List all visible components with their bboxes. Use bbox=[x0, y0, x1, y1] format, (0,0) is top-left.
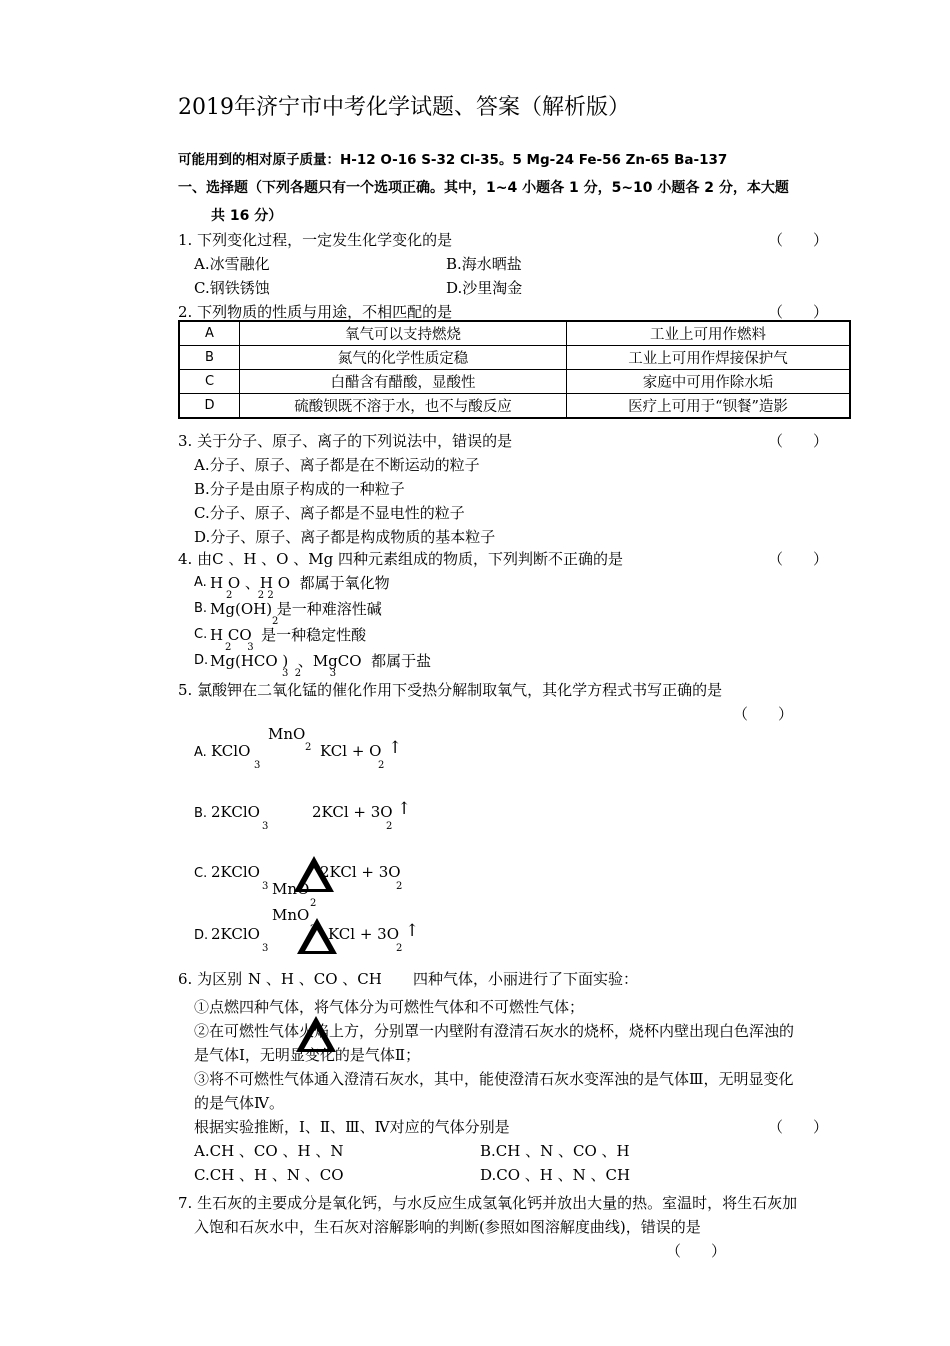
q6-option-d: D.CO 、H 、N 、CH bbox=[480, 1166, 631, 1184]
table-row bbox=[179, 346, 850, 370]
q5-stem: 5. 氯酸钾在二氧化锰的催化作用下受热分解制取氧气，其化学方程式书写正确的是 bbox=[178, 681, 723, 699]
table-cell-property: 白醋含有醋酸，显酸性 bbox=[240, 370, 567, 394]
q5-c-reactant-sub: 3 bbox=[262, 881, 269, 892]
q5-c-catalyst-sub: 2 bbox=[310, 898, 317, 909]
q3-option-c: C.分子、原子、离子都是不显电性的粒子 bbox=[194, 504, 465, 522]
q4-option-c-subscripts: 2 3 bbox=[225, 642, 254, 653]
q6-option-c: C.CH 、H 、N 、CO bbox=[194, 1166, 344, 1184]
section-heading-cont: 共 16 分） bbox=[211, 208, 283, 224]
q5-option-b-prefix: B. bbox=[194, 806, 208, 821]
q5-a-catalyst-sub: 2 bbox=[305, 742, 312, 753]
q5-d-catalyst-sub: 2 bbox=[310, 924, 317, 935]
q3-stem: 3. 关于分子、原子、离子的下列说法中，错误的是 bbox=[178, 432, 513, 450]
q5-option-a-prefix: A. bbox=[194, 745, 207, 760]
q4-option-c-prefix: C. bbox=[194, 627, 208, 642]
q4-option-d: Mg(HCO ) 、MgCO 都属于盐 bbox=[210, 652, 432, 670]
gas-arrow-icon: ↑ bbox=[388, 738, 403, 758]
q5-option-d-prefix: D. bbox=[194, 928, 209, 943]
section-heading: 一、选择题（下列各题只有一个选项正确。其中，1~4 小题各 1 分，5~10 小题各 2 分，本大题 bbox=[178, 180, 789, 196]
q5-c-products-sub: 2 bbox=[396, 881, 403, 892]
q2-table bbox=[178, 320, 851, 419]
q5-b-products: 2KCl + 3O bbox=[312, 803, 393, 821]
q5-a-catalyst: MnO bbox=[268, 725, 306, 743]
q4-option-a-prefix: A. bbox=[194, 575, 207, 590]
table-cell-label: B bbox=[179, 346, 240, 370]
gas-arrow-icon: ↑ bbox=[405, 921, 420, 941]
gas-arrow-icon: ↑ bbox=[397, 799, 412, 819]
q5-a-reactant: KClO bbox=[211, 742, 251, 760]
q7-stem: 7. 生石灰的主要成分是氧化钙，与水反应生成氢氧化钙并放出大量的热。室温时，将生石灰加 bbox=[178, 1194, 798, 1212]
table-row bbox=[179, 394, 850, 419]
table-cell-use: 工业上可用作焊接保护气 bbox=[567, 346, 851, 370]
q6-step-3-cont: 的是气体Ⅳ。 bbox=[194, 1094, 284, 1112]
q4-option-b: Mg(OH) 是一种难溶性碱 bbox=[210, 600, 382, 618]
table-cell-property: 氮气的化学性质定稳 bbox=[240, 346, 567, 370]
atomic-masses: 可能用到的相对原子质量：H-12 O-16 S-32 Cl-35。5 Mg-24 Fe-56 Zn-65 Ba-137 bbox=[178, 152, 728, 168]
q5-d-reactant-sub: 3 bbox=[262, 943, 269, 954]
q5-c-reactant: 2KClO bbox=[211, 863, 260, 881]
q1-answer-blank: （ ） bbox=[768, 231, 829, 249]
q7-stem-cont: 入饱和石灰水中，生石灰对溶解影响的判断(参照如图溶解度曲线)，错误的是 bbox=[194, 1218, 701, 1236]
q6-stem-gases: N 、H 、CO 、CH bbox=[248, 970, 382, 988]
q5-b-reactant-sub: 3 bbox=[262, 821, 269, 832]
q5-d-catalyst: MnO bbox=[272, 906, 310, 924]
q5-a-products: KCl + O bbox=[320, 742, 382, 760]
q4-option-a-subscripts: 2 2 2 bbox=[226, 590, 274, 601]
q6-step-2: ②在可燃性气体火焰上方，分别罩一内壁附有澄清石灰水的烧杯，烧杯内壁出现白色浑浊的 bbox=[194, 1022, 795, 1040]
q1-option-c: C.钢铁锈蚀 bbox=[194, 279, 270, 297]
q6-option-b: B.CH 、N 、CO 、H bbox=[480, 1142, 630, 1160]
q1-option-d: D.沙里淘金 bbox=[446, 279, 523, 297]
table-cell-use: 工业上可用作燃料 bbox=[567, 321, 851, 346]
q6-step-1: ①点燃四种气体，将气体分为可燃性气体和不可燃性气体； bbox=[194, 998, 585, 1016]
q6-stem-prefix: 6. 为区别 bbox=[178, 970, 243, 988]
q3-option-d: D.分子、原子、离子都是构成物质的基本粒子 bbox=[194, 528, 496, 546]
q5-a-products-sub: 2 bbox=[378, 760, 385, 771]
q5-c-catalyst: MnO bbox=[272, 880, 310, 898]
q4-option-b-subscripts: 2 bbox=[272, 616, 279, 627]
q6-option-a: A.CH 、CO 、H 、N bbox=[194, 1142, 344, 1160]
q6-step-3: ③将不可燃性气体通入澄清石灰水，其中，能使澄清石灰水变浑浊的是气体Ⅲ，无明显变化 bbox=[194, 1070, 794, 1088]
table-row bbox=[179, 370, 850, 394]
q4-option-a: H O 、H O 都属于氧化物 bbox=[210, 574, 390, 592]
table-cell-property: 硫酸钡既不溶于水，也不与酸反应 bbox=[240, 394, 567, 419]
q4-option-d-prefix: D. bbox=[194, 653, 209, 668]
q6-step-2-cont: 是气体Ⅰ，无明显变化的是气体Ⅱ； bbox=[194, 1046, 421, 1064]
q1-option-a: A.冰雪融化 bbox=[194, 255, 270, 273]
q3-option-b: B.分子是由原子构成的一种粒子 bbox=[194, 480, 405, 498]
q5-d-products: KCl + 3O bbox=[328, 925, 400, 943]
q5-b-products-sub: 2 bbox=[386, 821, 393, 832]
q5-d-reactant: 2KClO bbox=[211, 925, 260, 943]
q1-option-b: B.海水晒盐 bbox=[446, 255, 522, 273]
q7-answer-blank: （ ） bbox=[666, 1242, 727, 1260]
table-cell-use: 家庭中可用作除水垢 bbox=[567, 370, 851, 394]
q4-option-b-prefix: B. bbox=[194, 601, 208, 616]
q3-answer-blank: （ ） bbox=[768, 432, 829, 450]
q4-option-c: H CO 是一种稳定性酸 bbox=[210, 626, 367, 644]
table-cell-label: A bbox=[179, 321, 240, 346]
q5-d-products-sub: 2 bbox=[396, 943, 403, 954]
q4-option-d-subscripts: 3 2 3 bbox=[282, 668, 337, 679]
table-cell-label: C bbox=[179, 370, 240, 394]
q2-stem: 2. 下列物质的性质与用途，不相匹配的是 bbox=[178, 303, 453, 321]
table-cell-label: D bbox=[179, 394, 240, 419]
q5-option-c-prefix: C. bbox=[194, 866, 208, 881]
q4-answer-blank: （ ） bbox=[768, 550, 829, 568]
q5-a-reactant-sub: 3 bbox=[254, 760, 261, 771]
q6-question: 根据实验推断，Ⅰ、Ⅱ、Ⅲ、Ⅳ对应的气体分别是 bbox=[194, 1118, 510, 1136]
q6-stem-suffix: 四种气体，小丽进行了下面实验： bbox=[413, 970, 639, 988]
q3-option-a: A.分子、原子、离子都是在不断运动的粒子 bbox=[194, 456, 480, 474]
q5-c-products: 2KCl + 3O bbox=[320, 863, 401, 881]
q5-b-reactant: 2KClO bbox=[211, 803, 260, 821]
table-cell-property: 氧气可以支持燃烧 bbox=[240, 321, 567, 346]
q6-answer-blank: （ ） bbox=[768, 1118, 829, 1136]
q4-stem: 4. 由C 、H 、O 、Mg 四种元素组成的物质，下列判断不正确的是 bbox=[178, 550, 623, 568]
q1-stem: 1. 下列变化过程，一定发生化学变化的是 bbox=[178, 231, 453, 249]
page-title: 2019年济宁市中考化学试题、答案（解析版） bbox=[178, 95, 630, 120]
q5-answer-blank: （ ） bbox=[733, 705, 794, 723]
table-row bbox=[179, 321, 850, 346]
table-cell-use: 医疗上可用于“钡餐”造影 bbox=[567, 394, 851, 419]
q2-answer-blank: （ ） bbox=[768, 303, 829, 321]
